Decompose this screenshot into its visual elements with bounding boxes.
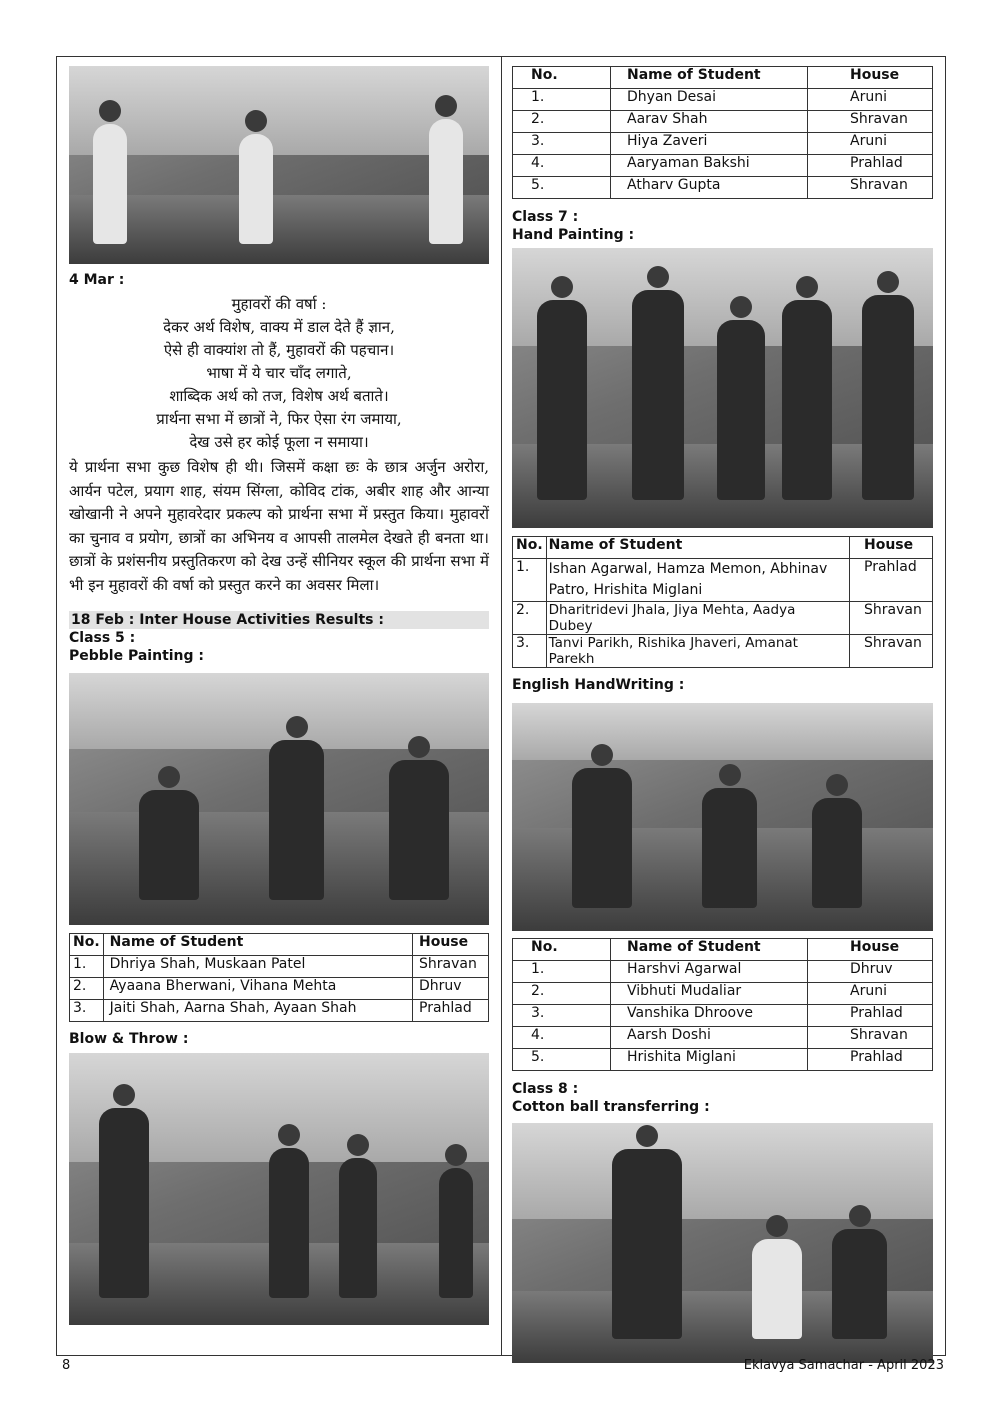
cell-name: Tanvi Parikh, Rishika Jhaveri, Amanat Parekh	[546, 635, 849, 668]
cell-name: Aarav Shah	[611, 111, 808, 133]
cell-name: Dhyan Desai	[611, 89, 808, 111]
left-column	[69, 66, 489, 1325]
table-row	[513, 961, 933, 983]
cell-no: 4.	[513, 1027, 611, 1049]
cell-house: Dhruv	[808, 961, 933, 983]
table-header-row	[513, 67, 933, 89]
col-name: Name of Student	[103, 934, 412, 956]
cell-no: 3.	[513, 635, 547, 668]
cell-name: Ayaana Bherwani, Vihana Mehta	[103, 978, 412, 1000]
col-house: House	[413, 934, 489, 956]
column-divider	[501, 56, 502, 1356]
cell-name: Dhriya Shah, Muskaan Patel	[103, 956, 412, 978]
right-column	[512, 66, 933, 1363]
table-row	[513, 983, 933, 1005]
cell-no: 1.	[513, 89, 611, 111]
cell-house: Shravan	[808, 111, 933, 133]
blow-throw-photo	[69, 1053, 489, 1325]
class-label: Class 5 :	[69, 630, 136, 646]
cell-no: 4.	[513, 155, 611, 177]
cell-no: 5.	[513, 1049, 611, 1071]
cell-house: Shravan	[808, 1027, 933, 1049]
cell-name: Jaiti Shah, Aarna Shah, Ayaan Shah	[103, 1000, 412, 1022]
cell-no: 1.	[70, 956, 104, 978]
table-row	[513, 111, 933, 133]
poem	[69, 293, 489, 454]
hand-painting-results-table	[512, 536, 933, 668]
handwriting-results-table	[512, 938, 933, 1071]
table-row	[513, 602, 933, 635]
cell-house: Shravan	[850, 635, 933, 668]
class-label: Class 8 :	[512, 1081, 579, 1097]
col-house: House	[808, 67, 933, 89]
cell-no: 3.	[70, 1000, 104, 1022]
cell-no: 3.	[513, 133, 611, 155]
poem-line: शाब्दिक अर्थ को तज, विशेष अर्थ बताते।	[169, 387, 389, 405]
poem-line: भाषा में ये चार चाँद लगाते,	[206, 364, 352, 382]
cell-house: Aruni	[808, 133, 933, 155]
cotton-ball-photo	[512, 1123, 933, 1363]
col-no: No.	[513, 67, 611, 89]
activity-label: Pebble Painting :	[69, 648, 205, 664]
cell-name: Dharitridevi Jhala, Jiya Mehta, Aadya Dubey	[546, 602, 849, 635]
cell-name: Ishan Agarwal, Hamza Memon, Abhinav Patro, Hrishita Miglani	[546, 559, 849, 602]
cell-name: Hiya Zaveri	[611, 133, 808, 155]
col-name: Name of Student	[546, 537, 849, 559]
pebble-painting-photo	[69, 673, 489, 925]
table-row	[70, 1000, 489, 1022]
table-header-row	[513, 537, 933, 559]
col-no: No.	[513, 537, 547, 559]
col-name: Name of Student	[611, 939, 808, 961]
cell-house: Shravan	[808, 177, 933, 199]
table-header-row	[70, 934, 489, 956]
cell-no: 1.	[513, 961, 611, 983]
publication-name: Eklavya Samachar - April 2023	[743, 1358, 944, 1373]
poem-line: देख उसे हर कोई फूला न समाया।	[189, 433, 369, 451]
pebble-results-table	[69, 933, 489, 1022]
col-no: No.	[70, 934, 104, 956]
page-number: 8	[62, 1358, 71, 1373]
activity-label: English HandWriting :	[512, 677, 685, 693]
table-row	[513, 1049, 933, 1071]
col-no: No.	[513, 939, 611, 961]
date-label: 4 Mar :	[69, 272, 125, 288]
col-name: Name of Student	[611, 67, 808, 89]
cell-house: Prahlad	[808, 155, 933, 177]
cell-name: Aarsh Doshi	[611, 1027, 808, 1049]
cell-no: 2.	[513, 983, 611, 1005]
cell-name: Vanshika Dhroove	[611, 1005, 808, 1027]
activity-label: Blow & Throw :	[69, 1031, 189, 1047]
cell-house: Aruni	[808, 89, 933, 111]
class6-results-table	[512, 66, 933, 199]
cell-name: Hrishita Miglani	[611, 1049, 808, 1071]
poem-line: ऐसे ही वाक्यांश तो हैं, मुहावरों की पहचान।	[163, 341, 395, 359]
table-row	[513, 559, 933, 602]
cell-house: Aruni	[808, 983, 933, 1005]
cell-no: 1.	[513, 559, 547, 602]
table-row	[70, 956, 489, 978]
cell-house: Dhruv	[413, 978, 489, 1000]
cell-name: Atharv Gupta	[611, 177, 808, 199]
table-header-row	[513, 939, 933, 961]
table-row	[513, 133, 933, 155]
cell-name: Harshvi Agarwal	[611, 961, 808, 983]
cell-house: Prahlad	[850, 559, 933, 602]
cell-house: Prahlad	[808, 1049, 933, 1071]
cell-no: 3.	[513, 1005, 611, 1027]
activity-label: Cotton ball transferring :	[512, 1099, 710, 1115]
cell-name: Vibhuti Mudaliar	[611, 983, 808, 1005]
cell-no: 2.	[513, 602, 547, 635]
poem-line: प्रार्थना सभा में छात्रों ने, फिर ऐसा रंग जमाया,	[156, 410, 402, 428]
cell-house: Prahlad	[808, 1005, 933, 1027]
cell-house: Shravan	[850, 602, 933, 635]
cell-name: Aaryaman Bakshi	[611, 155, 808, 177]
hand-painting-photo	[512, 248, 933, 528]
col-house: House	[808, 939, 933, 961]
poem-line: देकर अर्थ विशेष, वाक्य में डाल देते हैं ज्ञान,	[163, 318, 395, 336]
cell-no: 2.	[513, 111, 611, 133]
results-heading: 18 Feb : Inter House Activities Results :	[69, 611, 489, 629]
table-row	[513, 89, 933, 111]
handwriting-photo	[512, 703, 933, 931]
activity-label: Hand Painting :	[512, 227, 635, 243]
cell-no: 2.	[70, 978, 104, 1000]
table-row	[70, 978, 489, 1000]
table-row	[513, 177, 933, 199]
table-row	[513, 1005, 933, 1027]
col-house: House	[850, 537, 933, 559]
table-row	[513, 635, 933, 668]
table-row	[513, 155, 933, 177]
table-row	[513, 1027, 933, 1049]
cell-house: Prahlad	[413, 1000, 489, 1022]
cell-house: Shravan	[413, 956, 489, 978]
cell-no: 5.	[513, 177, 611, 199]
assembly-paragraph: ये प्रार्थना सभा कुछ विशेष ही थी। जिसमें कक्षा छः के छात्र अर्जुन अरोरा, आर्यन पटेल, प्रयाग शाह, संयम सिंग्ला, कोविद टांक, अबीर शाह और आन्या खोखानी ने अपने मुहावरेदार प्रकल्प को प्रार्थना सभा में प्रस्तुत किया। मुहावरों का चुनाव व प्रयोग, छात्रों का अभिनय व आपसी तालमेल देखते ही बनता था। छात्रों के प्रशंसनीय प्रस्तुतिकरण को देख उन्हें सीनियर स्कूल की प्रार्थना सभा में भी इन मुहावरों की वर्षा को प्रस्तुत करने का अवसर मिला।	[69, 458, 489, 594]
class-label: Class 7 :	[512, 209, 579, 225]
stage-photo	[69, 66, 489, 264]
poem-title: मुहावरों की वर्षा :	[231, 295, 327, 313]
